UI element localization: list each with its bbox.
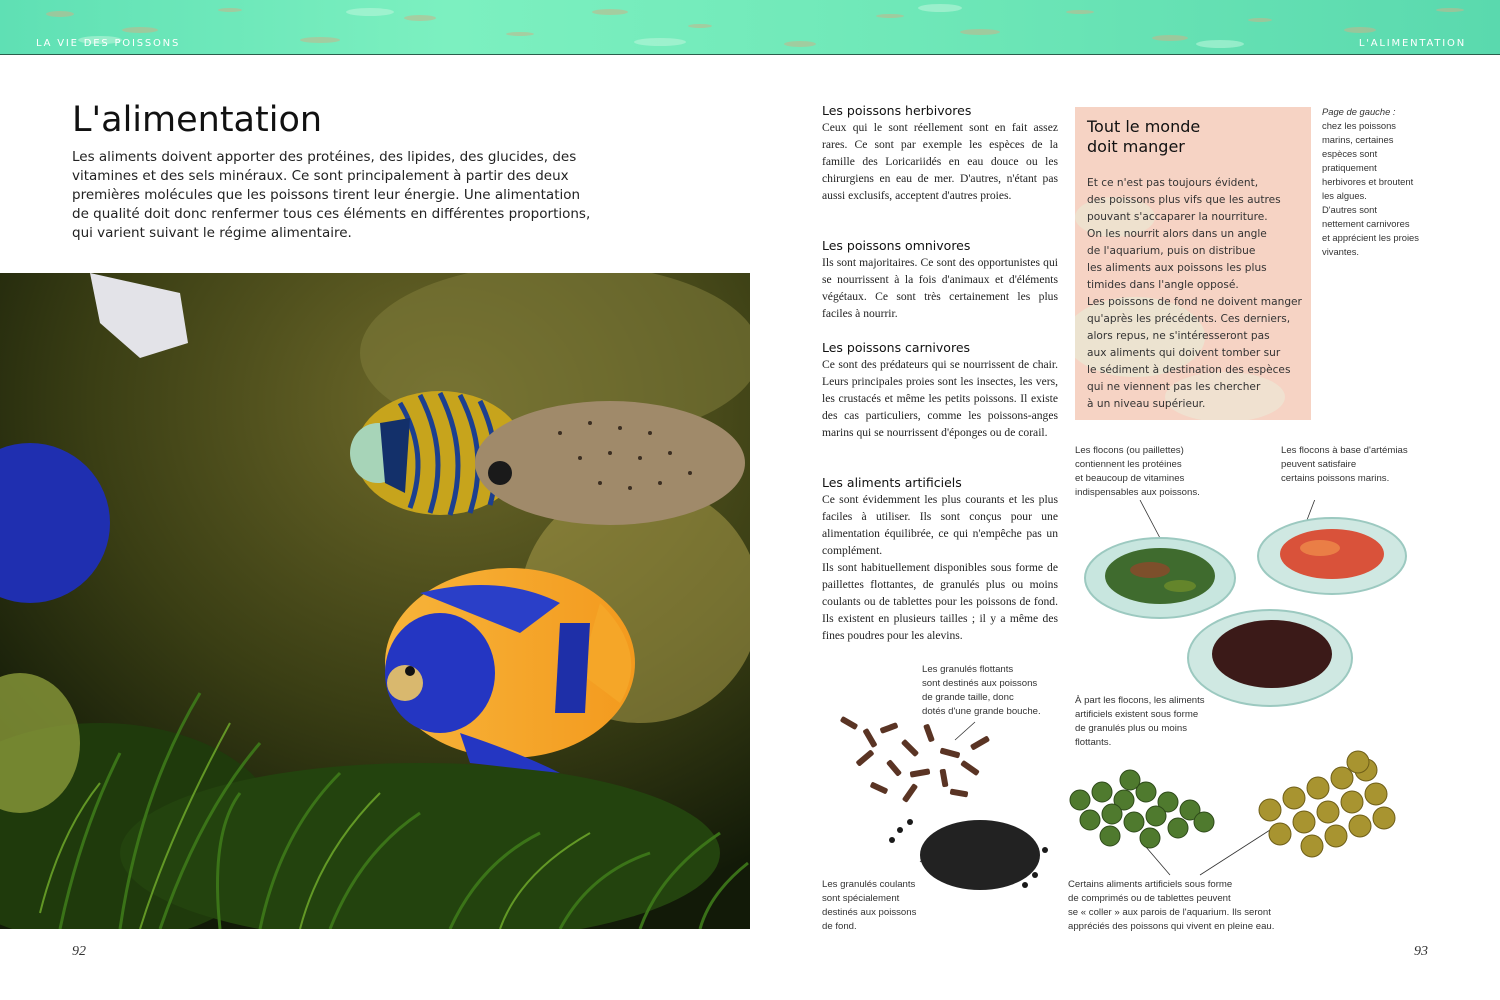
- section-heading: Les poissons herbivores: [822, 103, 972, 118]
- comprimes-jaunes: [1259, 751, 1395, 857]
- side-note: Page de gauche : chez les poissons marins, certaines espèces sont pratiquement herbivores et broutent les algues. D'autres sont nettement carnivores et apprécient les proies vivantes.: [1322, 105, 1452, 259]
- header-banner: [0, 0, 1500, 55]
- food-illustrations: [810, 500, 1430, 890]
- fish-photo: [0, 273, 750, 929]
- dish-granules: [1188, 610, 1352, 706]
- section-omnivores: [822, 238, 1058, 322]
- caption-comprimes: Certains aliments artificiels sous forme de comprimés ou de tablettes peuvent se « coller » aux parois de l'aquarium. Ils seront appréciés des poissons qui vivent en pleine eau.: [1068, 879, 1275, 932]
- caption-flocons: Les flocons (ou paillettes) contiennent les protéines et beaucoup de vitamines indispensables aux poissons.: [1075, 445, 1200, 498]
- section-heading: Les aliments artificiels: [822, 475, 962, 490]
- granules-coulants: [889, 819, 1048, 890]
- dish-artemias: [1258, 518, 1406, 594]
- box-text: Et ce n'est pas toujours évident, des poissons plus vifs que les autres pouvant s'accaparer la nourriture. On les nourrit alors dans un angle de l'aquarium, puis on distribue les aliments aux poissons les plus timides dans l'angle opposé. Les poissons de fond ne doivent manger qu'après les précédents. Ces derniers, alors repus, ne s'intéresseront pas aux aliments qui doivent tomber sur le sédiment à destination des espèces qui ne viennent pas les chercher à un niveau supérieur.: [1087, 177, 1302, 410]
- comprimes-verts: [1070, 770, 1214, 848]
- section-text: Ils sont habituellement disponibles sous forme de paillettes flottantes, de granulés plus ou moins coulants ou de tablettes pour les poissons de fond. Ils existent en plusieurs tailles ; il y a même des fines poudres pour les alevins.: [822, 561, 1058, 642]
- box-title: Tout le monde doit manger: [1087, 117, 1201, 156]
- section-text: Ce sont évidemment les plus courants et les plus faciles à utiliser. Ils sont conçus pour une alimentation équilibrée, ce qui n'empêche pas un complément.: [822, 493, 1058, 557]
- caption-artemias: Les flocons à base d'artémias peuvent satisfaire certains poissons marins.: [1281, 445, 1408, 484]
- side-note-label: Page de gauche :: [1322, 106, 1396, 117]
- sidebar-box: [1075, 107, 1311, 420]
- running-head-left: LA VIE DES POISSONS: [36, 38, 181, 49]
- running-head-right: L'ALIMENTATION: [1358, 38, 1466, 49]
- section-heading: Les poissons omnivores: [822, 238, 971, 253]
- page-title: L'alimentation: [72, 100, 323, 140]
- page-number-right: 93: [1414, 944, 1428, 959]
- spotted-rabbitfish: [475, 401, 745, 525]
- caption-autres-formes: À part les flocons, les aliments artificiels existent sous forme de granulés plus ou moins flottants.: [1075, 695, 1205, 748]
- banner-pattern: [0, 0, 1500, 54]
- section-heading: Les poissons carnivores: [822, 340, 971, 355]
- dish-flocons: [1085, 538, 1235, 618]
- section-herbivores: [822, 103, 1058, 204]
- page-number-left: 92: [72, 944, 86, 959]
- section-text: Ceux qui le sont réellement sont en fait assez rares. Ce sont par exemple les espèces de la famille des Loricariidés en eau douce ou les chirurgiens en eau de mer. D'autres, n'étant pas aussi exclusifs, acceptent d'autres proies.: [822, 121, 1058, 202]
- section-text: Ce sont des prédateurs qui se nourrissent de chair. Leurs principales proies sont les insectes, les vers, les crustacés et même les petits poissons. Il existe des cas particuliers, comme les poissons-anges marins qui se nourrissent d'éponges ou de corail.: [822, 358, 1058, 439]
- caption-granules-coulants: Les granulés coulants sont spécialement destinés aux poissons de fond.: [822, 879, 917, 932]
- section-text: Ils sont majoritaires. Ce sont des opportunistes qui se nourrissent à la fois d'animaux et d'éléments végétaux. Ce sont très certainement les plus faciles à nourrir.: [822, 256, 1058, 320]
- caption-granules-flottants: Les granulés flottants sont destinés aux poissons de grande taille, donc dotés d'une grande bouche.: [922, 664, 1041, 717]
- intro-paragraph: Les aliments doivent apporter des protéines, des lipides, des glucides, des vitamines et des sels minéraux. Ce sont principalement à partir des deux premières molécules que les poissons tirent leur énergie. Une alimentation de qualité doit donc renfermer tous ces éléments en différentes proportions, qui varient suivant le régime alimentaire.: [72, 149, 591, 241]
- section-carnivores: [822, 340, 1058, 441]
